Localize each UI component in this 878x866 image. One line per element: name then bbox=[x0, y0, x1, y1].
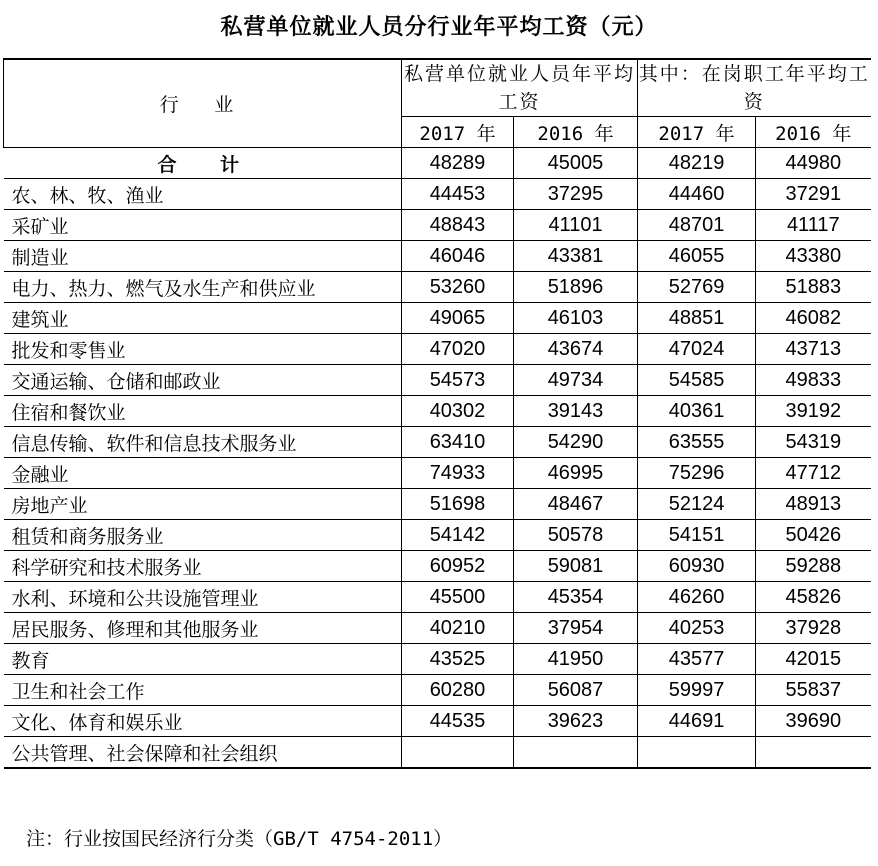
wage-value: 47712 bbox=[756, 458, 871, 489]
wage-value: 46046 bbox=[402, 241, 514, 272]
wage-value: 55837 bbox=[756, 675, 871, 706]
wage-value: 45354 bbox=[514, 582, 638, 613]
wage-value: 51883 bbox=[756, 272, 871, 303]
wage-value: 40361 bbox=[638, 396, 756, 427]
wage-value: 41101 bbox=[514, 210, 638, 241]
industry-name: 科学研究和技术服务业 bbox=[4, 551, 402, 582]
wage-value: 53260 bbox=[402, 272, 514, 303]
wage-value: 39623 bbox=[514, 706, 638, 737]
wage-value: 41950 bbox=[514, 644, 638, 675]
table-row bbox=[4, 303, 871, 334]
wage-value: 37295 bbox=[514, 179, 638, 210]
private-wage-group-header: 私营单位就业人员年平均工资 bbox=[402, 59, 638, 117]
table-row bbox=[4, 365, 871, 396]
wage-value: 60930 bbox=[638, 551, 756, 582]
wage-value: 48843 bbox=[402, 210, 514, 241]
wage-value: 49833 bbox=[756, 365, 871, 396]
wage-value: 44980 bbox=[756, 148, 871, 179]
wage-value: 54573 bbox=[402, 365, 514, 396]
table-row bbox=[4, 706, 871, 737]
wage-value: 43713 bbox=[756, 334, 871, 365]
table-row bbox=[4, 644, 871, 675]
wage-value: 37291 bbox=[756, 179, 871, 210]
page-title: 私营单位就业人员分行业年平均工资（元） bbox=[220, 14, 658, 40]
industry-name: 水利、环境和公共设施管理业 bbox=[4, 582, 402, 613]
table-row bbox=[4, 675, 871, 706]
wage-value: 37954 bbox=[514, 613, 638, 644]
industry-name: 住宿和餐饮业 bbox=[4, 396, 402, 427]
wage-value: 44453 bbox=[402, 179, 514, 210]
wage-value: 56087 bbox=[514, 675, 638, 706]
table-row bbox=[4, 613, 871, 644]
wage-value: 54142 bbox=[402, 520, 514, 551]
industry-name: 交通运输、仓储和邮政业 bbox=[4, 365, 402, 396]
footnote: 注：行业按国民经济行分类（GB/T 4754-2011） bbox=[26, 828, 453, 850]
wage-value: 59081 bbox=[514, 551, 638, 582]
industry-name: 信息传输、软件和信息技术服务业 bbox=[4, 427, 402, 458]
wage-value: 40302 bbox=[402, 396, 514, 427]
wage-value: 39690 bbox=[756, 706, 871, 737]
industry-name: 合 计 bbox=[4, 148, 402, 179]
table-body bbox=[4, 148, 871, 769]
wage-value: 59997 bbox=[638, 675, 756, 706]
industry-name: 居民服务、修理和其他服务业 bbox=[4, 613, 402, 644]
table-row bbox=[4, 179, 871, 210]
industry-name: 卫生和社会工作 bbox=[4, 675, 402, 706]
wage-value: 59288 bbox=[756, 551, 871, 582]
wage-value: 40253 bbox=[638, 613, 756, 644]
on-post-wage-group-header: 其中：在岗职工年平均工资 bbox=[638, 59, 871, 117]
wage-value: 43525 bbox=[402, 644, 514, 675]
wage-value: 63555 bbox=[638, 427, 756, 458]
wage-value: 54151 bbox=[638, 520, 756, 551]
wage-value: 48913 bbox=[756, 489, 871, 520]
industry-name: 房地产业 bbox=[4, 489, 402, 520]
industry-name: 公共管理、社会保障和社会组织 bbox=[4, 737, 402, 769]
wage-value: 39143 bbox=[514, 396, 638, 427]
year-header: 2016 年 bbox=[514, 117, 638, 148]
wage-value: 47020 bbox=[402, 334, 514, 365]
year-header: 2017 年 bbox=[638, 117, 756, 148]
table-row bbox=[4, 520, 871, 551]
industry-column-header: 行 业 bbox=[4, 59, 402, 148]
table-row bbox=[4, 334, 871, 365]
wage-value: 45005 bbox=[514, 148, 638, 179]
wage-value: 44691 bbox=[638, 706, 756, 737]
wage-value: 45500 bbox=[402, 582, 514, 613]
wage-value: 43380 bbox=[756, 241, 871, 272]
industry-name: 建筑业 bbox=[4, 303, 402, 334]
table-row bbox=[4, 582, 871, 613]
year-header: 2017 年 bbox=[402, 117, 514, 148]
table-row bbox=[4, 551, 871, 582]
wage-value: 54585 bbox=[638, 365, 756, 396]
wage-value bbox=[756, 737, 871, 769]
table-row bbox=[4, 737, 871, 769]
wage-value: 48851 bbox=[638, 303, 756, 334]
wage-value: 44460 bbox=[638, 179, 756, 210]
wage-value: 40210 bbox=[402, 613, 514, 644]
table-row bbox=[4, 427, 871, 458]
wage-value: 74933 bbox=[402, 458, 514, 489]
wage-value: 51896 bbox=[514, 272, 638, 303]
wage-value: 49065 bbox=[402, 303, 514, 334]
table-row bbox=[4, 396, 871, 427]
industry-name: 租赁和商务服务业 bbox=[4, 520, 402, 551]
table-row bbox=[4, 272, 871, 303]
wage-value: 48219 bbox=[638, 148, 756, 179]
wage-value: 37928 bbox=[756, 613, 871, 644]
wage-value: 46103 bbox=[514, 303, 638, 334]
wage-value: 46082 bbox=[756, 303, 871, 334]
industry-name: 文化、体育和娱乐业 bbox=[4, 706, 402, 737]
wage-value: 50426 bbox=[756, 520, 871, 551]
table-row bbox=[4, 210, 871, 241]
table-row bbox=[4, 241, 871, 272]
wage-value: 60952 bbox=[402, 551, 514, 582]
wage-value: 54319 bbox=[756, 427, 871, 458]
industry-name: 电力、热力、燃气及水生产和供应业 bbox=[4, 272, 402, 303]
wage-value: 48289 bbox=[402, 148, 514, 179]
wage-value: 49734 bbox=[514, 365, 638, 396]
wage-value: 52124 bbox=[638, 489, 756, 520]
industry-name: 教育 bbox=[4, 644, 402, 675]
wage-value: 43674 bbox=[514, 334, 638, 365]
wage-value: 43381 bbox=[514, 241, 638, 272]
wage-value: 43577 bbox=[638, 644, 756, 675]
wage-value: 46055 bbox=[638, 241, 756, 272]
wage-value: 52769 bbox=[638, 272, 756, 303]
year-header: 2016 年 bbox=[756, 117, 871, 148]
industry-name: 农、林、牧、渔业 bbox=[4, 179, 402, 210]
wage-value: 44535 bbox=[402, 706, 514, 737]
wage-value: 48467 bbox=[514, 489, 638, 520]
wage-value: 41117 bbox=[756, 210, 871, 241]
wage-value: 54290 bbox=[514, 427, 638, 458]
wage-value bbox=[514, 737, 638, 769]
industry-name: 批发和零售业 bbox=[4, 334, 402, 365]
wage-value: 48701 bbox=[638, 210, 756, 241]
wage-table bbox=[3, 58, 871, 769]
wage-value bbox=[638, 737, 756, 769]
wage-value: 60280 bbox=[402, 675, 514, 706]
total-row bbox=[4, 148, 871, 179]
wage-value: 39192 bbox=[756, 396, 871, 427]
wage-value: 63410 bbox=[402, 427, 514, 458]
industry-name: 制造业 bbox=[4, 241, 402, 272]
industry-name: 采矿业 bbox=[4, 210, 402, 241]
wage-value: 46260 bbox=[638, 582, 756, 613]
table-row bbox=[4, 489, 871, 520]
wage-value: 45826 bbox=[756, 582, 871, 613]
table-row bbox=[4, 458, 871, 489]
wage-value: 42015 bbox=[756, 644, 871, 675]
wage-value: 47024 bbox=[638, 334, 756, 365]
wage-value: 50578 bbox=[514, 520, 638, 551]
industry-name: 金融业 bbox=[4, 458, 402, 489]
wage-value: 51698 bbox=[402, 489, 514, 520]
wage-value: 75296 bbox=[638, 458, 756, 489]
wage-value bbox=[402, 737, 514, 769]
wage-value: 46995 bbox=[514, 458, 638, 489]
